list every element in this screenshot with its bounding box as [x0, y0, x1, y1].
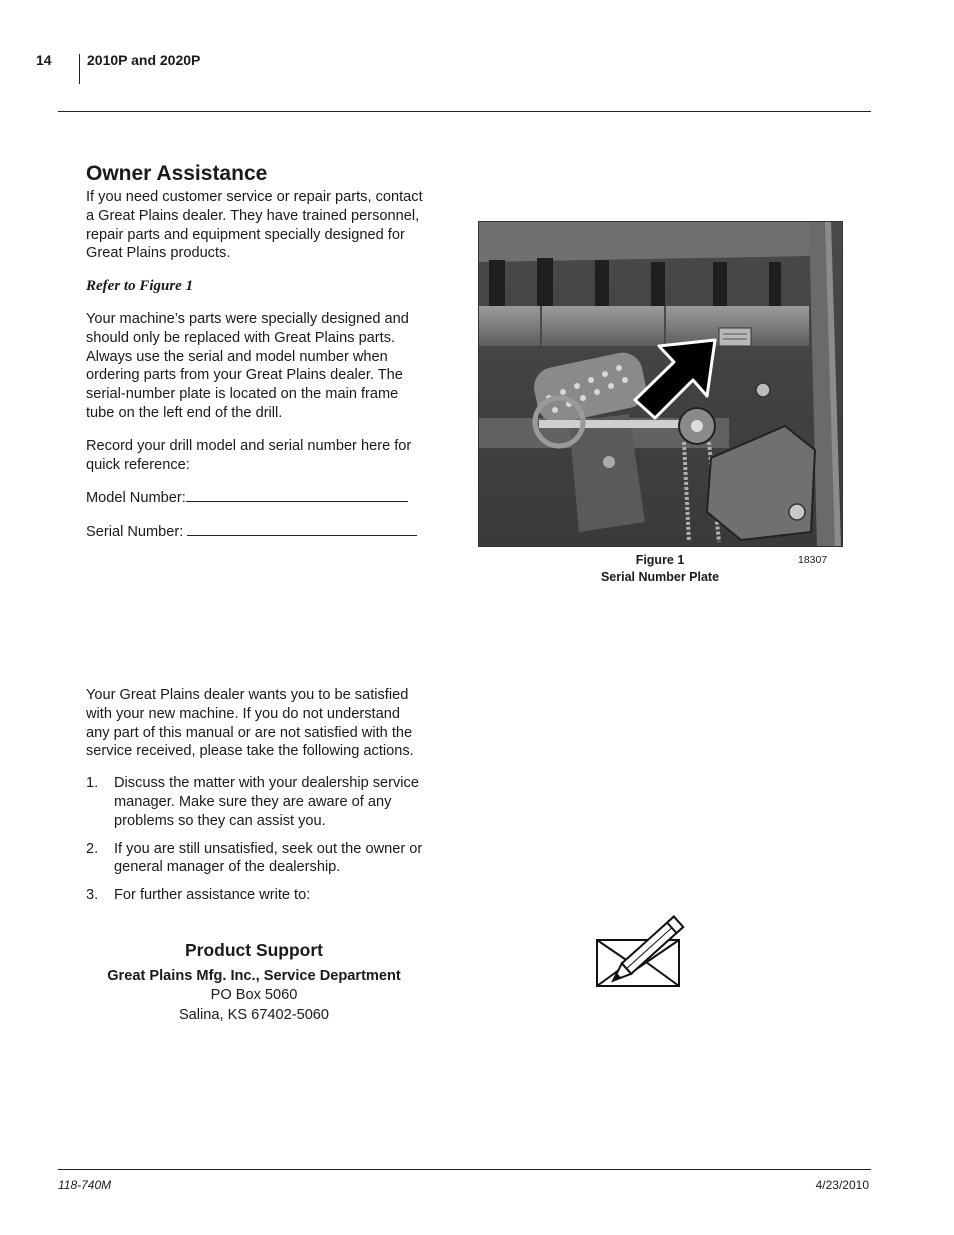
list-item-number: 2.	[86, 840, 99, 857]
list-item-number: 3.	[86, 887, 99, 904]
serial-number-label: Serial Number:	[86, 524, 184, 541]
list-item	[86, 774, 426, 830]
list-item	[86, 840, 426, 878]
serial-number-field[interactable]	[187, 522, 417, 536]
figure-caption	[560, 552, 760, 586]
revision-date: 4/23/2010	[815, 1178, 869, 1192]
model-number-row	[86, 488, 426, 508]
record-paragraph: Record your drill model and serial number here for quick reference:	[86, 437, 412, 473]
page-number: 14	[36, 52, 52, 68]
document-number: 118-740M	[58, 1178, 112, 1192]
list-item-text: For further assistance write to:	[114, 887, 311, 904]
model-number-field[interactable]	[186, 488, 408, 502]
figure-label: Figure 1	[635, 553, 685, 567]
envelope-pencil-icon	[594, 912, 686, 1002]
figure-title: Serial Number Plate	[600, 570, 720, 584]
intro-paragraph: If you need customer service or repair parts, contact a Great Plains dealer. They have trained personnel, repair parts and equipment specially designed for Great Plains products.	[86, 189, 423, 262]
section-title: Owner Assistance	[86, 162, 268, 185]
actions-list	[86, 774, 426, 905]
drill-frame-illustration	[479, 222, 843, 547]
header-divider	[79, 54, 80, 84]
city-zip: Salina, KS 67402-5060	[178, 1006, 330, 1023]
footer-rule	[58, 1169, 871, 1170]
parts-paragraph: Your machine’s parts were specially designed and should only be replaced with Great Plains parts. Always use the serial and model number when ordering parts from your Great Plains dealer. The serial-number plate is located on the main frame tube on the left end of the drill.	[86, 310, 409, 421]
product-support-address	[86, 938, 422, 1025]
header-rule	[58, 111, 871, 112]
service-department: Great Plains Mfg. Inc., Service Department	[107, 968, 401, 984]
po-box: PO Box 5060	[210, 987, 298, 1003]
list-item-number: 1.	[86, 775, 99, 792]
model-number-label: Model Number:	[86, 490, 186, 507]
serial-plate-photo	[478, 221, 843, 547]
list-item	[86, 886, 426, 905]
serial-number-row	[86, 522, 426, 542]
document-title: 2010P and 2020P	[87, 52, 201, 68]
assistance-actions-block	[86, 686, 426, 914]
list-item-text: Discuss the matter with your dealership service manager. Make sure they are aware of any problems so they can assist you.	[114, 775, 419, 829]
product-support-title: Product Support	[184, 940, 324, 960]
figure-reference: Refer to Figure 1	[86, 278, 194, 295]
satisfaction-paragraph: Your Great Plains dealer wants you to be satisfied with your new machine. If you do not understand any part of this manual or are not satisfied with the service received, please take the following actions.	[86, 687, 414, 760]
list-item-text: If you are still unsatisfied, seek out the owner or general manager of the dealership.	[114, 840, 423, 876]
figure-id: 18307	[798, 554, 828, 566]
owner-assistance-section	[86, 162, 426, 542]
